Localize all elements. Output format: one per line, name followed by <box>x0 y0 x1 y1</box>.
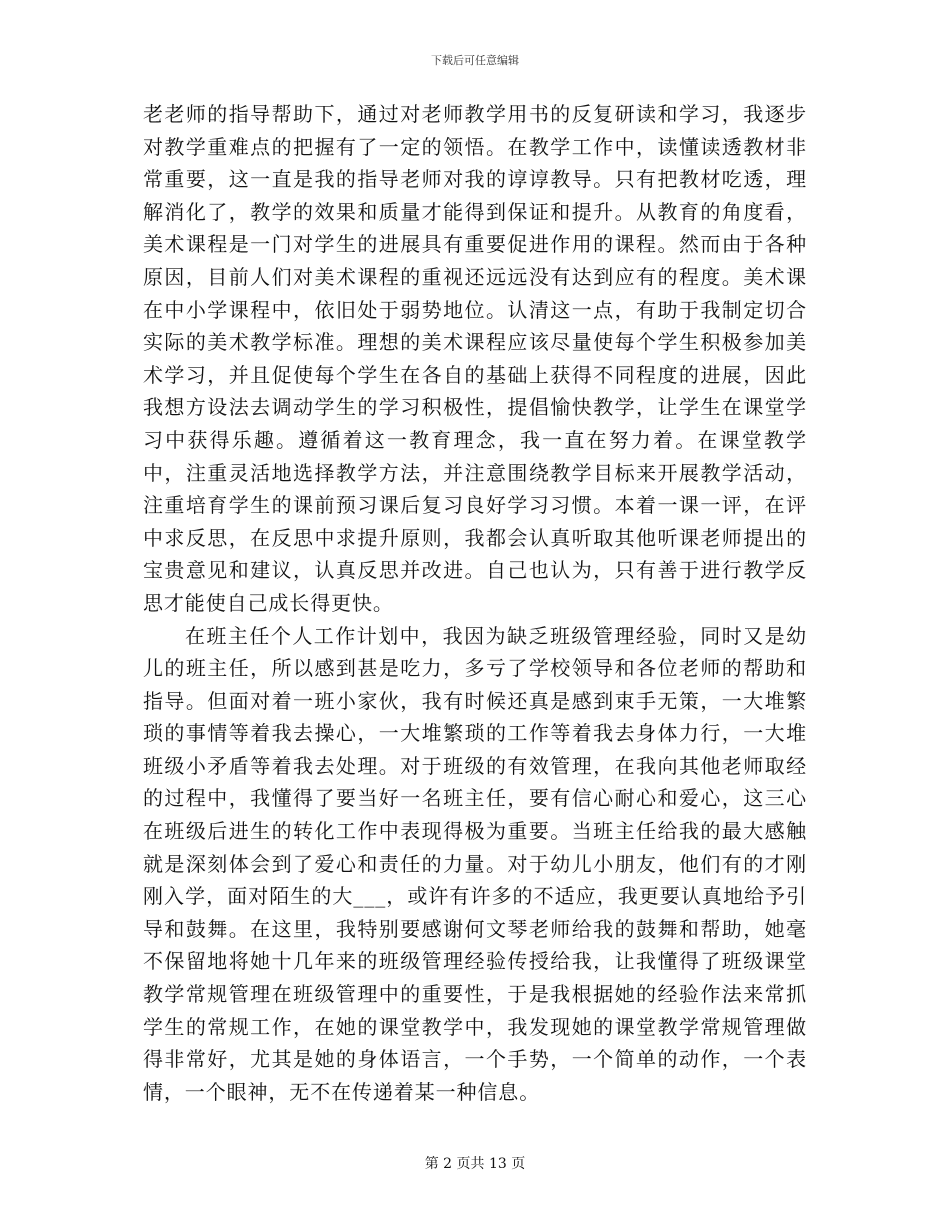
document-body <box>143 98 807 1108</box>
paragraph-teaching-reflection: 老老师的指导帮助下，通过对老师教学用书的反复研读和学习，我逐步对教学重难点的把握有了一定的领悟。在教学工作中，读懂读透教材非常重要，这一直是我的指导老师对我的谆谆教导。只有把教材吃透，理解消化了，教学的效果和质量才能得到保证和提升。从教育的角度看，美术课程是一门对学生的进展具有重要促进作用的课程。然而由于各种原因，目前人们对美术课程的重视还远远没有达到应有的程度。美术课在中小学课程中，依旧处于弱势地位。认清这一点，有助于我制定切合实际的美术教学标准。理想的美术课程应该尽量使每个学生积极参加美术学习，并且促使每个学生在各自的基础上获得不同程度的进展，因此我想方设法去调动学生的学习积极性，提倡愉快教学，让学生在课堂学习中获得乐趣。遵循着这一教育理念，我一直在努力着。在课堂教学中，注重灵活地选择教学方法，并注意围绕教学目标来开展教学活动，注重培育学生的课前预习课后复习良好学习习惯。本着一课一评，在评中求反思，在反思中求提升原则，我都会认真听取其他听课老师提出的宝贵意见和建议，认真反思并改进。自己也认为，只有善于进行教学反思才能使自己成长得更快。 <box>143 102 807 615</box>
page-header: 下载后可任意编辑 <box>431 54 519 67</box>
paragraph-class-management: 在班主任个人工作计划中，我因为缺乏班级管理经验，同时又是幼儿的班主任，所以感到甚是吃力，多亏了学校领导和各位老师的帮助和指导。但面对着一班小家伙，我有时候还真是感到束手无策，一大堆繁琐的事情等着我去操心，一大堆繁琐的工作等着我去身体力行，一大堆班级小矛盾等着我去处理。对于班级的有效管理，在我向其他老师取经的过程中，我懂得了要当好一名班主任，要有信心耐心和爱心，这三心在班级后进生的转化工作中表现得极为重要。当班主任给我的最大感触就是深刻体会到了爱心和责任的力量。对于幼儿小朋友，他们有的才刚刚入学，面对陌生的大___，或许有许多的不适应，我更要认真地给予引导和鼓舞。在这里，我特别要感谢何文琴老师给我的鼓舞和帮助，她毫不保留地将她十几年来的班级管理经验传授给我，让我懂得了班级课堂教学常规管理在班级管理中的重要性，于是我根据她的经验作法来常抓学生的常规工作，在她的课堂教学中，我发现她的课堂教学常规管理做得非常好，尤其是她的身体语言，一个手势，一个简单的动作，一个表情，一个眼神，无不在传递着某一种信息。 <box>143 623 807 1104</box>
page-footer: 第 2 页共 13 页 <box>424 1156 526 1172</box>
